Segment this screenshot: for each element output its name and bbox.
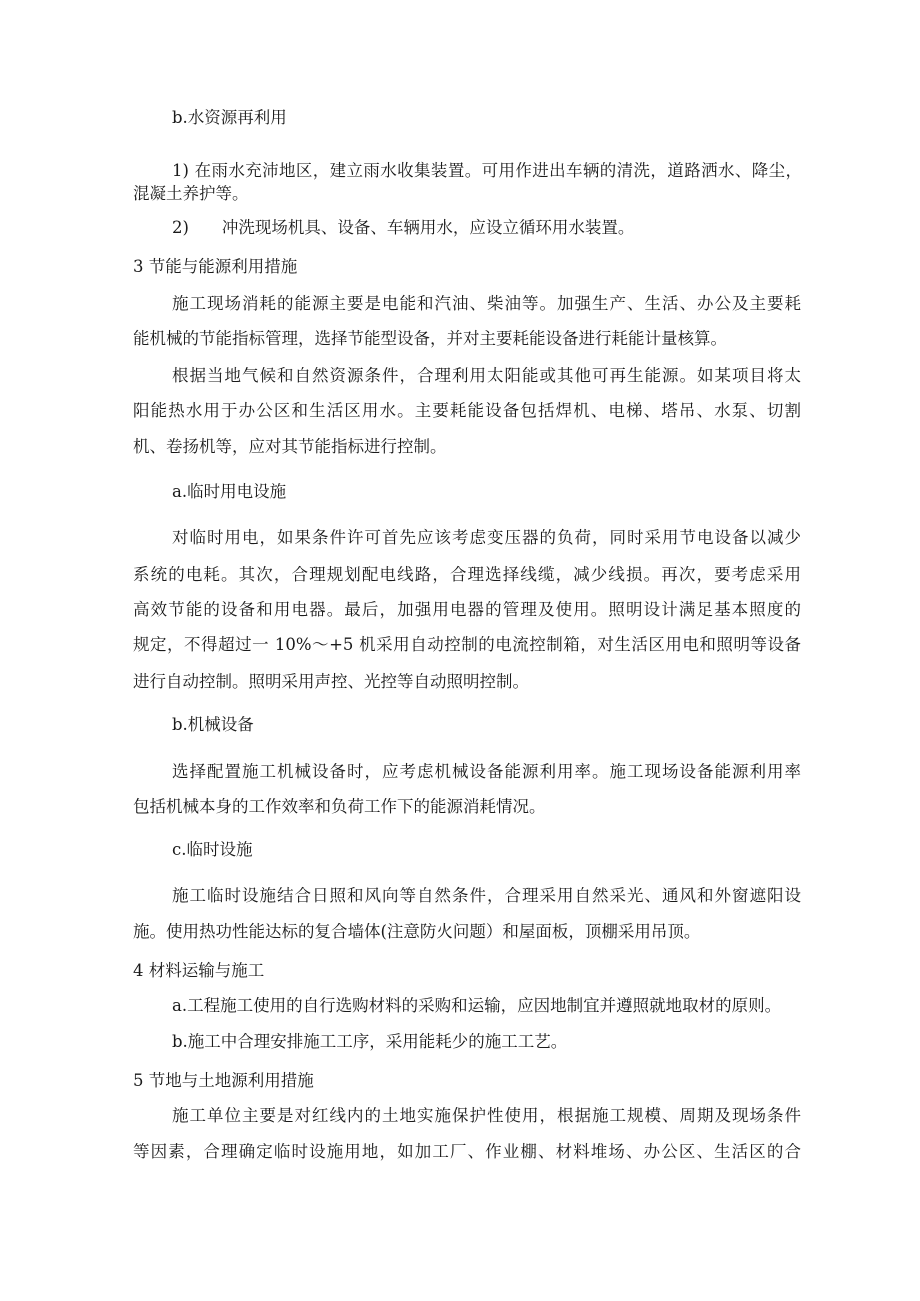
paragraph-line: 对临时用电，如果条件许可首先应该考虑变压器的负荷，同时采用节电设备以减少 <box>172 528 801 547</box>
section-heading-land: 5 节地与土地源利用措施 <box>133 1071 314 1090</box>
list-item: 2) 冲洗现场机具、设备、车辆用水，应设立循环用水装置。 <box>172 218 635 237</box>
paragraph-line: 规定，不得超过一 10%～+5 机采用自动控制的电流控制箱，对生活区用电和照明等设备 <box>133 635 801 654</box>
subheading-temporary-power: a.临时用电设施 <box>172 482 287 501</box>
paragraph-line: 施工现场消耗的能源主要是电能和汽油、柴油等。加强生产、生活、办公及主要耗 <box>172 294 801 313</box>
paragraph-line: 施工单位主要是对红线内的土地实施保护性使用，根据施工规模、周期及现场条件 <box>172 1106 801 1125</box>
subheading-water-reuse: b.水资源再利用 <box>172 108 287 127</box>
paragraph-line: 进行自动控制。照明采用声控、光控等自动照明控制。 <box>133 672 529 691</box>
paragraph-line: 阳能热水用于办公区和生活区用水。主要耗能设备包括焊机、电梯、塔吊、水泵、切割 <box>133 401 801 420</box>
paragraph-line: 系统的电耗。其次，合理规划配电线路，合理选择线缆，减少线损。再次，要考虑采用 <box>133 565 801 584</box>
paragraph-line: 施工临时设施结合日照和风向等自然条件，合理采用自然采光、通风和外窗遮阳设 <box>172 886 801 905</box>
paragraph-line: a.工程施工使用的自行选购材料的采购和运输，应因地制宜并遵照就地取材的原则。 <box>172 996 782 1015</box>
paragraph-line: 高效节能的设备和用电器。最后，加强用电器的管理及使用。照明设计满足基本照度的 <box>133 600 801 619</box>
paragraph-line: 等因素，合理确定临时设施用地，如加工厂、作业棚、材料堆场、办公区、生活区的合 <box>133 1142 801 1161</box>
paragraph-line: 混凝土养护等。 <box>133 184 249 203</box>
subheading-machinery: b.机械设备 <box>172 715 254 734</box>
paragraph-line: 选择配置施工机械设备时，应考虑机械设备能源利用率。施工现场设备能源利用率 <box>172 762 801 781</box>
paragraph-line: 根据当地气候和自然资源条件，合理利用太阳能或其他可再生能源。如某项目将太 <box>172 366 801 385</box>
paragraph-line: 机、卷扬机等，应对其节能指标进行控制。 <box>133 437 447 456</box>
section-heading-energy: 3 节能与能源利用措施 <box>133 257 298 276</box>
paragraph-line: 包括机械本身的工作效率和负荷工作下的能源消耗情况。 <box>133 797 546 816</box>
paragraph-line: 1) 在雨水充沛地区，建立雨水收集装置。可用作进出车辆的清洗，道路洒水、降尘， <box>172 161 802 180</box>
paragraph-line: 能机械的节能指标管理，选择节能型设备，并对主要耗能设备进行耗能计量核算。 <box>133 329 727 348</box>
subheading-temporary-facilities: c.临时设施 <box>172 840 253 859</box>
section-heading-materials: 4 材料运输与施工 <box>133 961 265 980</box>
paragraph-line: 施。使用热功性能达标的复合墙体(注意防火问题）和屋面板，顶棚采用吊顶。 <box>133 922 701 941</box>
paragraph-line: b.施工中合理安排施工工序，采用能耗少的施工工艺。 <box>172 1032 568 1051</box>
